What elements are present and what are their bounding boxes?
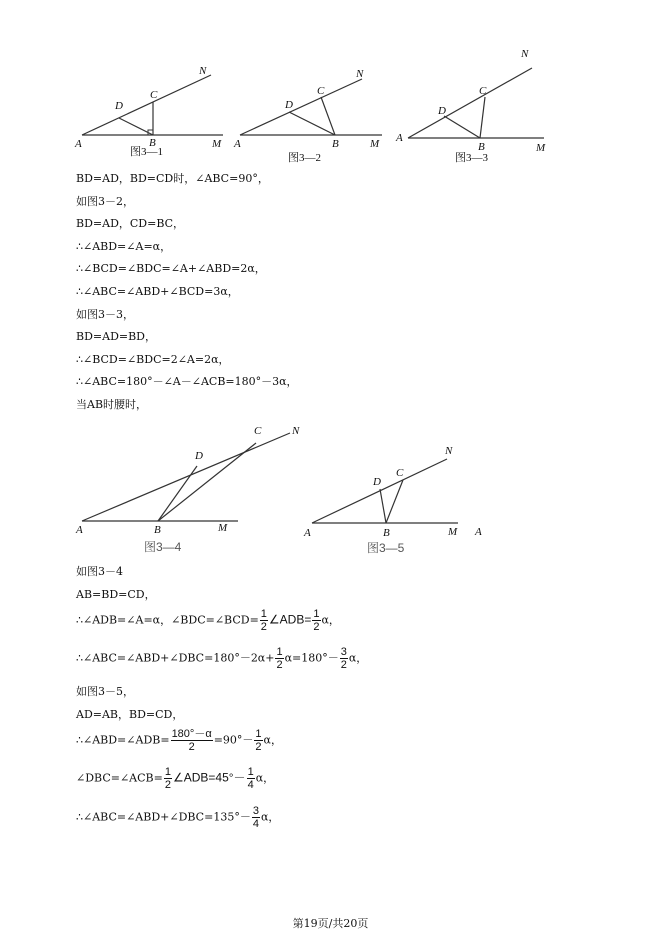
fraction-numerator: 1 (255, 728, 262, 740)
label-c: C (317, 85, 325, 97)
text-line-2: 如图3－2， (76, 195, 134, 208)
text-segment: ∠ADB=45°－ (172, 770, 246, 785)
segment-bd (380, 489, 386, 523)
fraction (171, 728, 213, 753)
segment-bd (158, 466, 197, 521)
text-segment: ∠DBC=∠ACB= (76, 771, 163, 785)
caption-3-4: 图3—4 (144, 540, 182, 554)
label-c: C (396, 467, 404, 479)
fraction-numerator: 1 (313, 608, 320, 620)
text-line-6: ∴∠ABC=∠ABD+∠BCD=3α， (76, 285, 239, 298)
fraction-numerator: 1 (164, 766, 171, 778)
ray-an (82, 75, 211, 135)
label-m: M (536, 142, 546, 154)
text-line-13: AB=BD=CD， (76, 588, 156, 601)
fraction-denominator: 2 (164, 779, 171, 791)
text-segment: =90°－ (213, 733, 254, 747)
fraction-numerator: 3 (252, 805, 259, 817)
fraction-denominator: 2 (260, 621, 267, 633)
label-a: A (76, 524, 83, 536)
fraction (312, 608, 320, 633)
label-m: M (218, 522, 228, 534)
fraction-numerator: 1 (276, 646, 283, 658)
text-segment: α， (348, 651, 368, 665)
text-segment: α， (263, 733, 282, 747)
fraction (164, 766, 172, 791)
label-a: A (304, 527, 311, 539)
caption-3-2: 图3—2 (288, 152, 321, 164)
fraction-numerator: 1 (260, 608, 267, 620)
figure-3-5 (298, 440, 493, 560)
text-line-7: 如图3－3， (76, 308, 134, 321)
figure-3-3 (394, 44, 554, 164)
label-a-extra: A (475, 526, 482, 538)
figure-3-2 (232, 60, 392, 165)
fraction (260, 608, 268, 633)
text-line-3: BD=AD，CD=BC， (76, 217, 185, 230)
text-line-16: 如图3－5， (76, 685, 134, 698)
label-c: C (479, 85, 487, 97)
figure-3-4 (70, 418, 310, 558)
text-line-14 (76, 608, 340, 633)
label-n: N (292, 425, 300, 437)
text-line-4: ∴∠ABD=∠A=α， (76, 240, 172, 253)
fraction-denominator: 2 (188, 741, 195, 753)
segment-cb (480, 97, 485, 138)
fraction-denominator: 2 (276, 659, 283, 671)
text-segment: ∠ADB= (268, 612, 312, 627)
label-b: B (383, 527, 390, 539)
text-segment: α， (321, 613, 340, 627)
fraction-denominator: 4 (247, 779, 254, 791)
ray-an (408, 68, 532, 138)
text-line-5: ∴∠BCD=∠BDC=∠A+∠ABD=2α， (76, 262, 266, 275)
label-a: A (234, 138, 241, 150)
ray-an (312, 459, 447, 523)
fraction (247, 766, 255, 791)
text-line-12: 如图3－4 (76, 565, 123, 578)
fraction-numerator: 180°－α (171, 728, 212, 740)
text-line-15 (76, 646, 367, 671)
fraction-numerator: 1 (247, 766, 254, 778)
label-d: D (195, 450, 203, 462)
fraction-denominator: 2 (313, 621, 320, 633)
text-segment: α， (260, 810, 280, 824)
text-segment: ∴∠ABC=∠ABD+∠DBC=180°－2α+ (76, 651, 275, 665)
text-segment: ∴∠ABD=∠ADB= (76, 733, 170, 747)
label-m: M (448, 526, 458, 538)
fraction (252, 805, 260, 830)
label-a: A (396, 132, 403, 144)
caption-3-1: 图3—1 (130, 146, 163, 158)
fraction-denominator: 2 (340, 659, 347, 671)
caption-3-5: 图3—5 (367, 541, 405, 555)
caption-3-3: 图3—3 (455, 152, 488, 164)
label-d: D (373, 476, 381, 488)
text-line-9: ∴∠BCD=∠BDC=2∠A=2α， (76, 353, 230, 366)
text-line-1: BD=AD，BD=CD时，∠ABC=90°， (76, 172, 269, 185)
text-line-19 (76, 766, 274, 791)
fraction (340, 646, 348, 671)
ray-an (82, 433, 290, 521)
text-line-10: ∴∠ABC=180°－∠A－∠ACB=180°－3α， (76, 375, 298, 388)
label-b: B (478, 141, 485, 153)
label-b: B (332, 138, 339, 150)
label-b: B (149, 137, 156, 149)
fraction-numerator: 3 (340, 646, 347, 658)
label-d: D (438, 105, 446, 117)
label-n: N (521, 48, 529, 60)
text-line-8: BD=AD=BD， (76, 330, 157, 343)
text-line-17: AD=AB，BD=CD， (76, 708, 184, 721)
page-footer: 第19页/共20页 (292, 917, 369, 930)
label-c: C (254, 425, 262, 437)
text-segment: α=180°－ (284, 651, 339, 665)
label-n: N (199, 65, 207, 77)
label-c: C (150, 89, 158, 101)
label-b: B (154, 524, 161, 536)
label-m: M (212, 138, 222, 150)
fraction-denominator: 4 (252, 818, 259, 830)
label-n: N (445, 445, 453, 457)
segment-db (444, 116, 480, 138)
text-line-20 (76, 805, 279, 830)
figure-3-1 (70, 60, 230, 165)
label-n: N (356, 68, 364, 80)
text-segment: ∴∠ABC=∠ABD+∠DBC=135°－ (76, 810, 251, 824)
text-segment: α， (255, 771, 275, 785)
text-line-11: 当AB时腰时， (76, 398, 148, 411)
label-d: D (285, 99, 293, 111)
fraction (254, 728, 262, 753)
fraction-denominator: 2 (255, 741, 262, 753)
label-m: M (370, 138, 380, 150)
text-line-18 (76, 728, 282, 753)
text-segment: ∴∠ADB=∠A=α，∠BDC=∠BCD= (76, 613, 259, 627)
label-d: D (115, 100, 123, 112)
ray-an (240, 79, 362, 135)
label-a: A (75, 138, 82, 150)
fraction (275, 646, 283, 671)
